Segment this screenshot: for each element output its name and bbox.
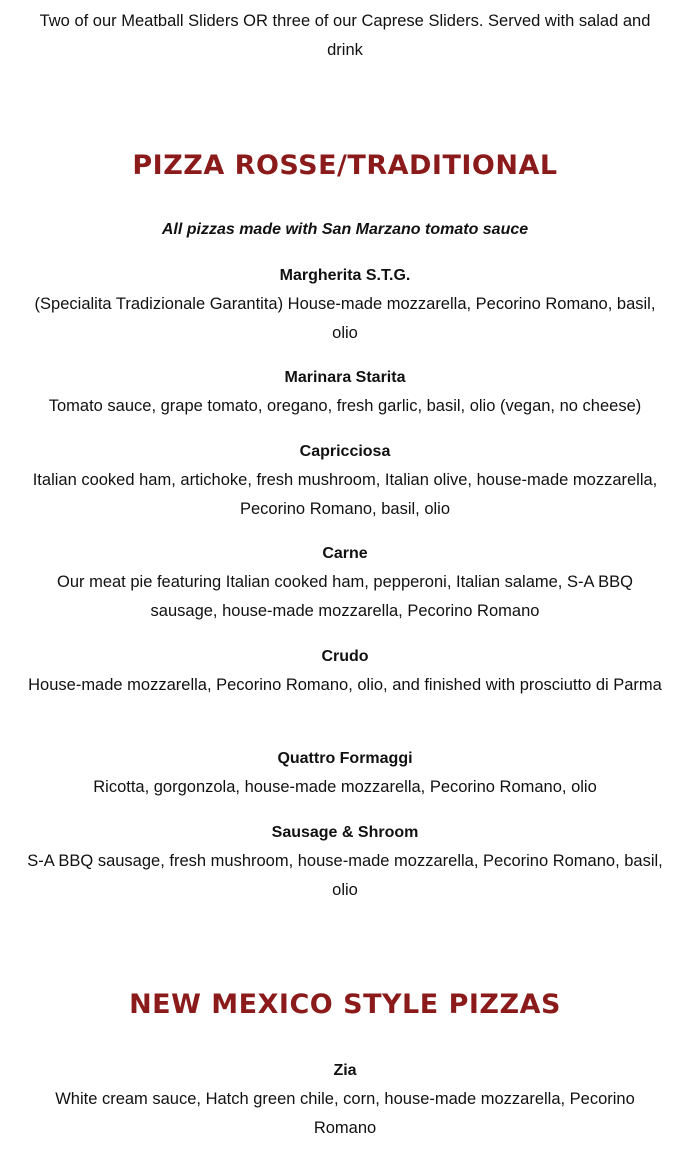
menu-item-description: Ricotta, gorgonzola, house-made mozzarella, Pecorino Romano, olio	[93, 778, 597, 796]
menu-item-name: Zia	[333, 1062, 357, 1079]
menu-item	[20, 437, 670, 524]
menu-item	[20, 818, 670, 905]
menu-item-name: Carne	[322, 545, 368, 562]
menu-item	[20, 642, 670, 700]
menu-item	[20, 261, 670, 348]
menu-item-name: Capricciosa	[299, 443, 391, 460]
menu-item-description: White cream sauce, Hatch green chile, corn, house-made mozzarella, Pecorino Romano	[55, 1090, 635, 1137]
menu-item-name: Marinara Starita	[284, 369, 406, 386]
menu-item-description: (Specialita Tradizionale Garantita) House-made mozzarella, Pecorino Romano, basil, olio	[34, 295, 656, 342]
menu-item-name: Margherita S.T.G.	[279, 267, 411, 284]
menu-item	[20, 363, 670, 421]
menu-item-name: Sausage & Shroom	[271, 824, 419, 841]
menu-item-name: Crudo	[321, 648, 369, 665]
menu-item-description: House-made mozzarella, Pecorino Romano, olio, and finished with prosciutto di Parma	[28, 676, 662, 694]
menu-item	[20, 539, 670, 626]
section-title-pizza-rosse: PIZZA ROSSE/TRADITIONAL	[132, 150, 558, 181]
menu-item-description: Tomato sauce, grape tomato, oregano, fresh garlic, basil, olio (vegan, no cheese)	[48, 397, 642, 415]
intro-description: Two of our Meatball Sliders OR three of our Caprese Sliders. Served with salad and drink	[39, 12, 651, 59]
section-note: All pizzas made with San Marzano tomato sauce	[161, 221, 529, 238]
menu-item-description: Our meat pie featuring Italian cooked ham, pepperoni, Italian salame, S-A BBQ sausage, house-made mozzarella, Pecorino Romano	[57, 573, 633, 620]
menu-item	[20, 744, 670, 802]
menu-item-name: Quattro Formaggi	[277, 750, 413, 767]
menu-item-description: Italian cooked ham, artichoke, fresh mushroom, Italian olive, house-made mozzarella, Pecorino Romano, basil, olio	[32, 471, 658, 518]
section-title-new-mexico: NEW MEXICO STYLE PIZZAS	[129, 989, 561, 1020]
menu-item	[20, 1056, 670, 1143]
menu-item-description: S-A BBQ sausage, fresh mushroom, house-made mozzarella, Pecorino Romano, basil, olio	[27, 852, 663, 899]
